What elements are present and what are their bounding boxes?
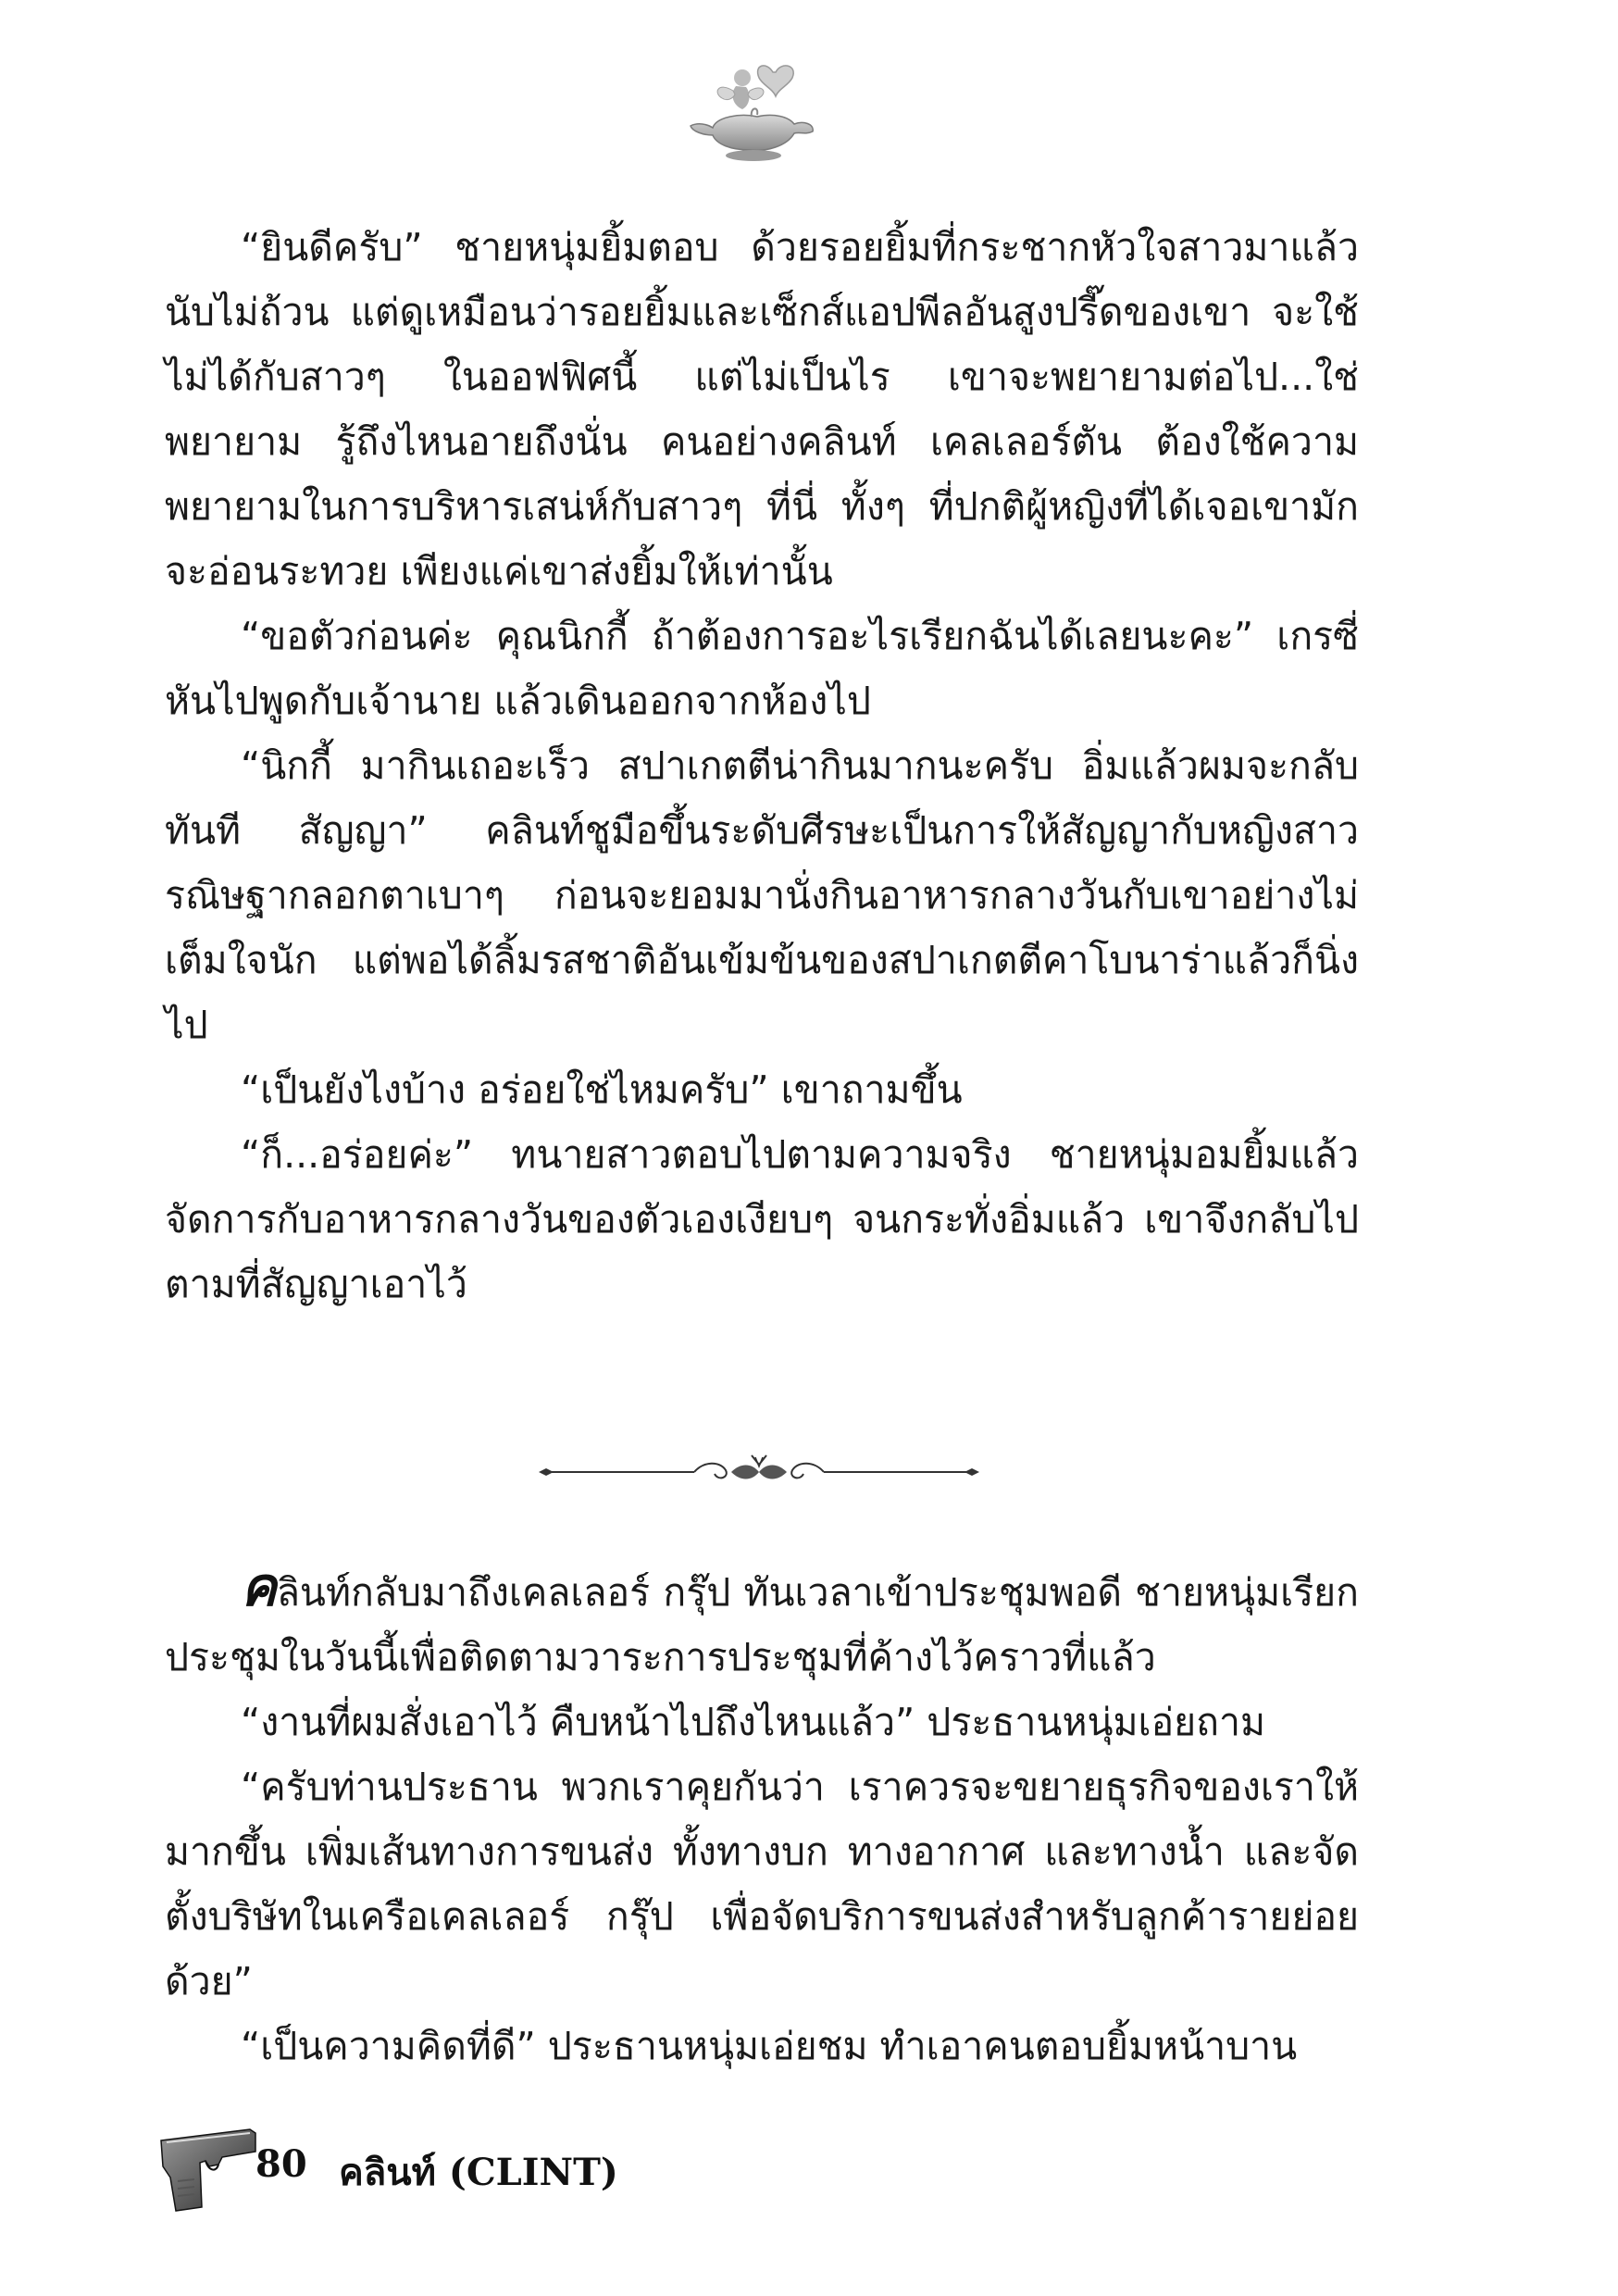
paragraph: “เป็นยังไงบ้าง อร่อยใช่ไหมครับ” เขาถามขึ้น — [241, 1067, 963, 1112]
text-block-b — [165, 1555, 1359, 2078]
scene-divider-ornament-icon — [537, 1444, 981, 1500]
paragraph: “เป็นความคิดที่ดี” ประธานหนุ่มเอ่ยชม ทำเอาคนตอบยิ้มหน้าบาน — [241, 2024, 1298, 2068]
paragraph-rest: ลินท์กลับมาถึงเคลเลอร์ กรุ๊ป ทันเวลาเข้าประชุมพอดี ชายหนุ่มเรียกประชุมในวันนี้เพื่อติดตามวาระการประชุมที่ค้างไว้คราวที่แล้ว — [165, 1570, 1359, 1679]
paragraph: “งานที่ผมสั่งเอาไว้ คืบหน้าไปถึงไหนแล้ว” ประธานหนุ่มเอ่ยถาม — [241, 1700, 1266, 1744]
paragraph: “ครับท่านประธาน พวกเราคุยกันว่า เราควรจะขยายธุรกิจของเราให้มากขึ้น เพิ่มเส้นทางการขนส่ง ทั้งทางบก ทางอากาศ และทางน้ำ และจัดตั้งบริษัทในเครือเคลเลอร์ กรุ๊ป เพื่อจัดบริการขนส่งสำหรับลูกค้ารายย่อยด้วย” — [165, 1765, 1359, 2003]
paragraph: “ขอตัวก่อนค่ะ คุณนิกกี้ ถ้าต้องการอะไรเรียกฉันได้เลยนะคะ” เกรซี่หันไปพูดกับเจ้านาย แล้วเดินออกจากห้องไป — [165, 614, 1359, 723]
page-number: 80 — [255, 2142, 307, 2186]
page-footer — [157, 2120, 805, 2213]
drop-cap: ค — [241, 1555, 277, 1618]
book-title: คลินท์ (CLINT) — [339, 2151, 618, 2194]
pistol-icon — [157, 2120, 259, 2213]
text-block-a — [165, 215, 1359, 1316]
paragraph: “นิกกี้ มากินเถอะเร็ว สปาเกตตีน่ากินมากนะครับ อิ่มแล้วผมจะกลับทันที สัญญา” คลินท์ชูมือขึ้นระดับศีรษะเป็นการให้สัญญากับหญิงสาว รณิษฐากลอกตาเบาๆ ก่อนจะยอมมานั่งกินอาหารกลางวันกับเขาอย่างไม่เต็มใจนัก แต่พอได้ลิ้มรสชาติอันเข้มข้นของสปาเกตตีคาโบนาร่าแล้วก็นิ่งไป — [165, 743, 1359, 1047]
cupid-lamp-ornament-icon — [685, 56, 824, 167]
paragraph: “ยินดีครับ” ชายหนุ่มยิ้มตอบ ด้วยรอยยิ้มที่กระชากหัวใจสาวมาแล้วนับไม่ถ้วน แต่ดูเหมือนว่ารอยยิ้มและเซ็กส์แอปพีลอันสูงปรี๊ดของเขา จะใช้ไม่ได้กับสาวๆ ในออฟฟิศนี้ แต่ไม่เป็นไร เขาจะพยายามต่อไป...ใช่ พยายาม รู้ถึงไหนอายถึงนั่น คนอย่างคลินท์ เคลเลอร์ตัน ต้องใช้ความพยายามในการบริหารเสน่ห์กับสาวๆ ที่นี่ ทั้งๆ ที่ปกติผู้หญิงที่ได้เจอเขามักจะอ่อนระทวย เพียงแค่เขาส่งยิ้มให้เท่านั้น — [165, 225, 1359, 593]
paragraph: “ก็...อร่อยค่ะ” ทนายสาวตอบไปตามความจริง ชายหนุ่มอมยิ้มแล้วจัดการกับอาหารกลางวันของตัวเองเงียบๆ จนกระทั่งอิ่มแล้ว เขาจึงกลับไปตามที่สัญญาเอาไว้ — [165, 1132, 1359, 1306]
paragraph-with-dropcap — [165, 1555, 1359, 1690]
